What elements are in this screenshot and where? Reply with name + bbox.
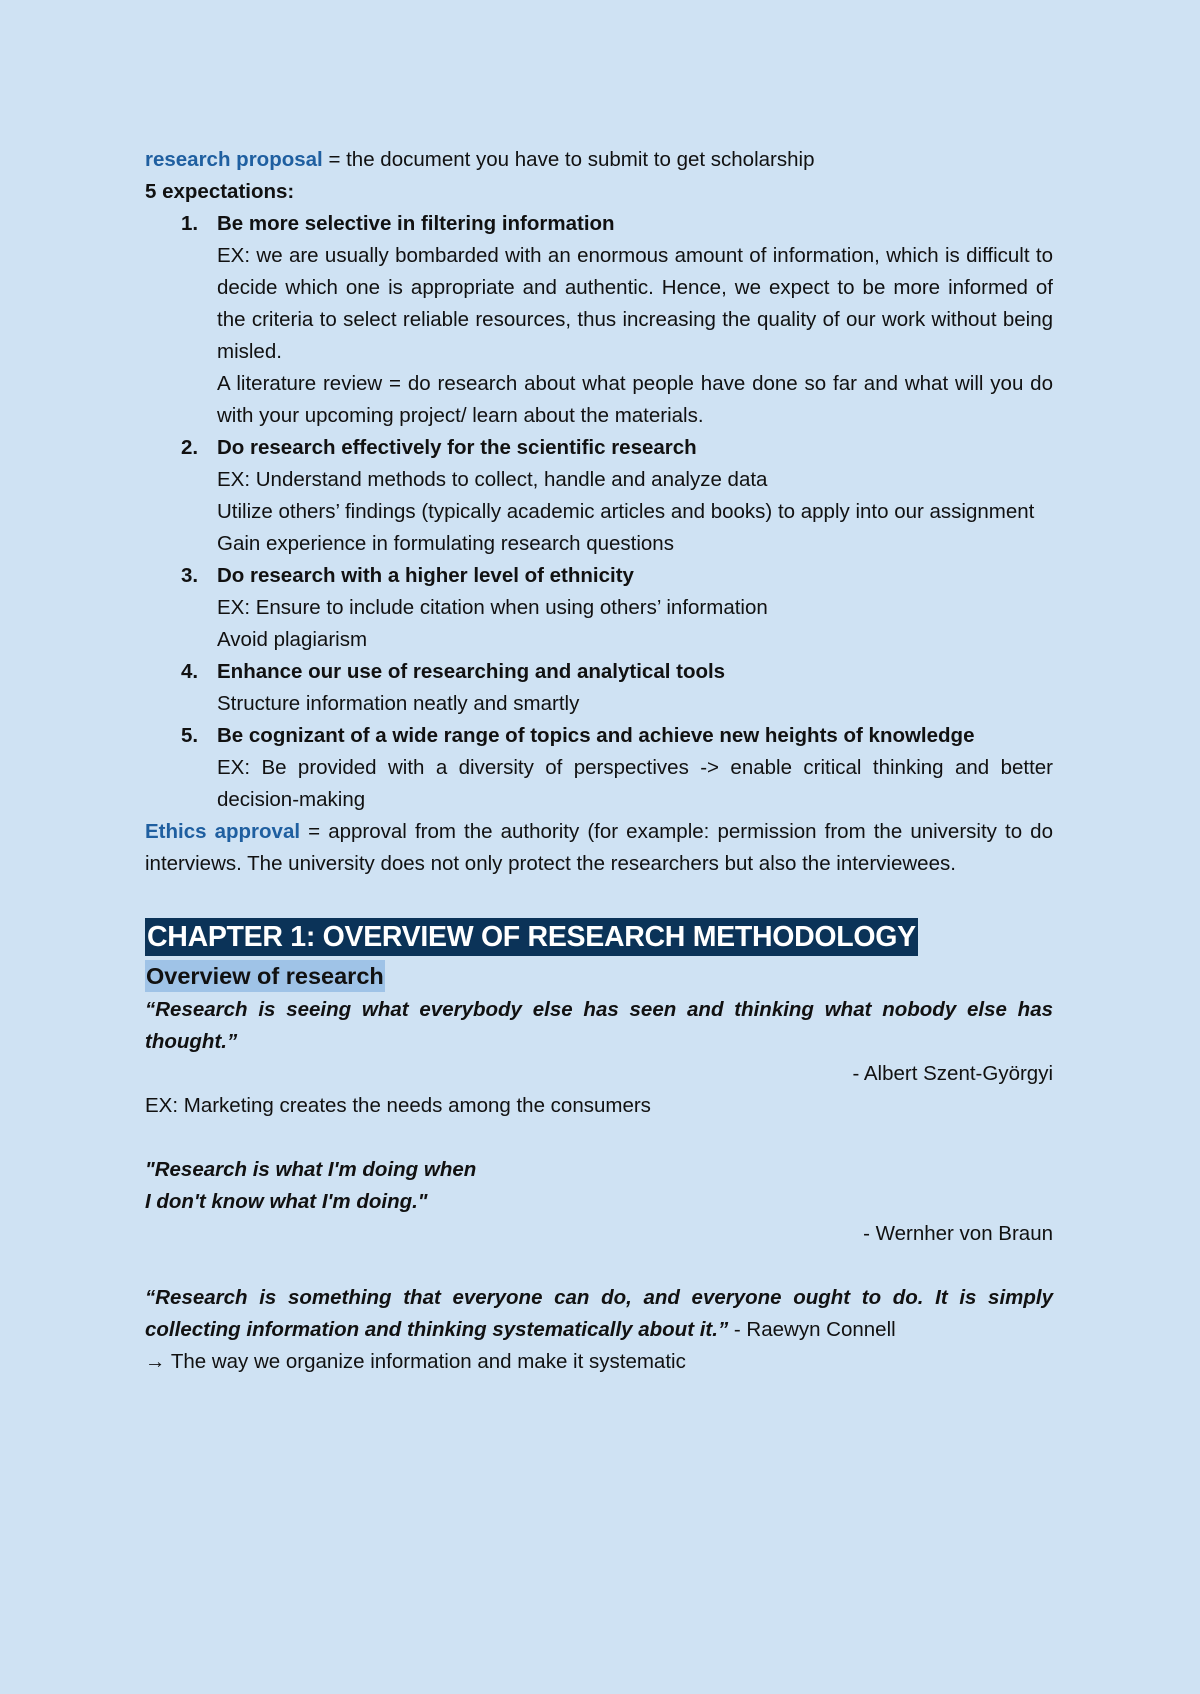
quote-2-line-2: I don't know what I'm doing."	[145, 1190, 428, 1213]
quote-1-author: - Albert Szent-Györgyi	[852, 1062, 1053, 1085]
item-line: EX: we are usually bombarded with an enormous amount of information, which is difficult to decide which one is appropriate and authentic. Hence, we expect to be more informed of the criteria to select reliable resources, thus increasing the quality of our work without being misled.	[217, 244, 1053, 363]
list-item	[145, 432, 1053, 560]
item-line: Gain experience in formulating research questions	[217, 532, 674, 555]
item-title: Do research with a higher level of ethnicity	[217, 564, 634, 587]
proposal-definition	[145, 144, 1053, 176]
item-title: Do research effectively for the scientific research	[217, 436, 697, 459]
ethics-def: = approval from the authority (for example: permission from the university to do interviews. The university does not only protect the researchers but also the interviewees.	[145, 820, 1053, 875]
item-number: 4.	[181, 660, 199, 683]
expectations-list	[145, 208, 1053, 816]
list-item	[145, 656, 1053, 720]
proposal-def: = the document you have to submit to get scholarship	[322, 148, 815, 171]
proposal-term: research proposal	[145, 148, 323, 171]
list-item	[145, 720, 1053, 816]
list-item	[145, 560, 1053, 656]
ethics-definition	[145, 816, 1053, 880]
quote-3-text: “Research is something that everyone can do, and everyone ought to do. It is simply collecting information and thinking systematically about it.”	[145, 1286, 1053, 1341]
item-line: Avoid plagiarism	[217, 628, 368, 651]
item-number: 2.	[181, 436, 199, 459]
quote-3-author: - Raewyn Connell	[728, 1318, 896, 1341]
section-heading: Overview of research	[145, 960, 385, 992]
quote-2-line-1: "Research is what I'm doing when	[145, 1158, 477, 1181]
chapter-heading: CHAPTER 1: OVERVIEW OF RESEARCH METHODOLOGY	[145, 918, 918, 956]
conclusion-line: → The way we organize information and make it systematic	[145, 1350, 686, 1373]
quote-1-example: EX: Marketing creates the needs among the consumers	[145, 1094, 651, 1117]
item-line: Structure information neatly and smartly	[217, 692, 580, 715]
quote-3	[145, 1282, 1053, 1346]
spacer	[145, 1122, 1053, 1154]
item-number: 1.	[181, 212, 199, 235]
item-line: EX: Be provided with a diversity of perspectives -> enable critical thinking and better decision-making	[217, 756, 1053, 811]
expectations-heading: 5 expectations:	[145, 180, 295, 203]
item-number: 5.	[181, 724, 199, 747]
item-line: EX: Understand methods to collect, handle and analyze data	[217, 468, 768, 491]
item-title: Enhance our use of researching and analytical tools	[217, 660, 726, 683]
spacer	[145, 1250, 1053, 1282]
item-line: EX: Ensure to include citation when using others’ information	[217, 596, 768, 619]
quote-1-text: “Research is seeing what everybody else has seen and thinking what nobody else has thought.”	[145, 998, 1053, 1053]
item-title: Be cognizant of a wide range of topics and achieve new heights of knowledge	[217, 724, 975, 747]
item-line: A literature review = do research about what people have done so far and what will you do with your upcoming project/ learn about the materials.	[217, 372, 1053, 427]
ethics-term: Ethics approval	[145, 820, 301, 843]
list-item	[145, 208, 1053, 432]
item-title: Be more selective in filtering information	[217, 212, 615, 235]
item-line: Utilize others’ findings (typically academic articles and books) to apply into our assignment	[217, 500, 1035, 523]
document-body	[145, 144, 1053, 1378]
item-number: 3.	[181, 564, 199, 587]
quote-2-author: - Wernher von Braun	[863, 1222, 1053, 1245]
